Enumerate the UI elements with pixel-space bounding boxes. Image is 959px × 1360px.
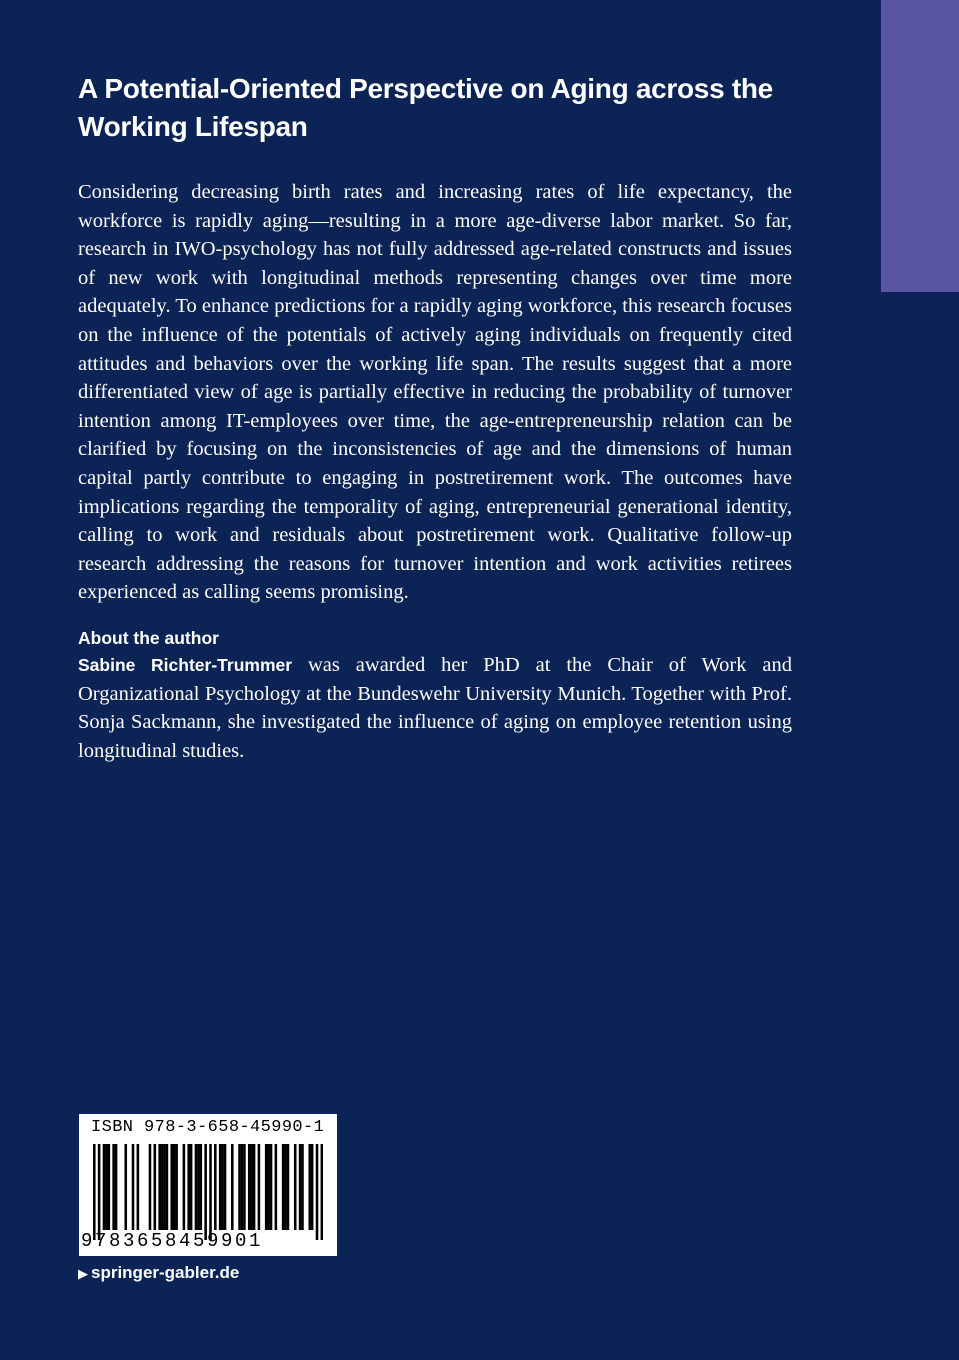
barcode-bar [170,1144,173,1230]
barcode-bar [253,1144,256,1230]
accent-color-bar [881,0,959,292]
barcode-bar [238,1144,241,1230]
barcode-bar [98,1144,101,1240]
barcode-bar [267,1144,270,1230]
barcode-bar [175,1144,178,1230]
barcode-bar [308,1144,311,1230]
barcode-bar [115,1144,118,1230]
barcode-bar [316,1144,319,1240]
barcode-bar [183,1144,186,1230]
barcode-bar [321,1144,323,1240]
barcode-bar [103,1144,106,1230]
barcode-bar [158,1144,161,1230]
barcode-bar [137,1144,140,1230]
author-bio [78,651,792,765]
barcode-bar [311,1144,314,1230]
barcode-bar [294,1144,297,1230]
barcode-bar [241,1144,244,1230]
publisher-url: springer-gabler.de [91,1263,240,1282]
barcode-bar [287,1144,290,1230]
barcode-bar [282,1144,285,1230]
author-bio-text: was awarded her PhD at the Chair of Work and Organizational Psychology at the Bundeswehr University Munich. Together with Prof. Sonja Sackmann, she investigated the influence of aging on employee retention using longitudinal studies. [78,653,793,762]
barcode-bar [224,1144,227,1230]
barcode-bar [190,1144,193,1230]
barcode-bar [209,1144,212,1240]
barcode-bar [299,1144,302,1230]
barcode-bar [173,1144,176,1230]
barcode-bar [200,1144,203,1230]
barcode-bar [284,1144,287,1230]
back-cover-content [78,70,792,765]
barcode-bar [132,1144,135,1230]
play-arrow-icon: ▶ [78,1266,88,1281]
author-name: Sabine Richter-Trummer [78,654,293,675]
barcode-bar [258,1144,261,1230]
barcode-bar [154,1144,157,1230]
barcode-bars [93,1144,323,1240]
barcode-bar [197,1144,200,1230]
barcode-bar [163,1144,166,1230]
barcode-bar [243,1144,246,1230]
barcode-bar [187,1144,190,1230]
barcode-bar [149,1144,152,1230]
barcode-bar [112,1144,115,1230]
book-abstract: Considering decreasing birth rates and increasing rates of life expectancy, the workforce is rapidly aging—resulting in a more age-diverse labor market. So far, research in IWO-psychology has not fully addressed age-related constructs and issues of new work with longitudinal methods representing changes over time more adequately. To enhance predictions for a rapidly aging workforce, this research focuses on the influence of the potentials of actively aging individuals on frequently cited attitudes and behaviors over the working life span. The results suggest that a more differentiated view of age is partially effective in reducing the probability of turnover intention among IT-employees over time, the age-entrepreneurship relation can be clarified by focusing on the inconsistencies of age and the dimensions of human capital partly contribute to engaging in postretirement work. The outcomes have implications regarding the temporality of aging, entrepreneurial generational identity, calling to work and residuals about postretirement work. Qualitative follow-up research addressing the reasons for turnover intention and work activities retirees experienced as calling seems promising. [78,181,792,604]
barcode-bar [108,1144,111,1230]
isbn-label: ISBN 978-3-658-45990-1 [91,1118,325,1137]
barcode-bar [275,1144,278,1230]
book-title: A Potential-Oriented Perspective on Aging across the Working Lifespan [78,73,773,142]
barcode-bar [270,1144,273,1230]
barcode-bar [301,1144,304,1230]
barcode-bar [195,1144,198,1230]
barcode-bar [250,1144,253,1230]
barcode-bar [204,1144,207,1240]
about-author-heading: About the author [78,627,219,648]
barcode-digits: 9783658459901 [81,1230,264,1252]
barcode-bar [219,1144,222,1230]
barcode-bar [93,1144,96,1240]
barcode-bar [231,1144,234,1230]
barcode-bar [248,1144,251,1230]
publisher-link[interactable] [78,1263,239,1283]
barcode-bar [221,1144,224,1230]
barcode-bar [265,1144,268,1230]
barcode-bar [161,1144,164,1230]
barcode-bar [214,1144,217,1230]
barcode-bar [166,1144,169,1230]
isbn-barcode [79,1114,337,1256]
barcode-bar [124,1144,127,1230]
barcode-bar [105,1144,108,1230]
